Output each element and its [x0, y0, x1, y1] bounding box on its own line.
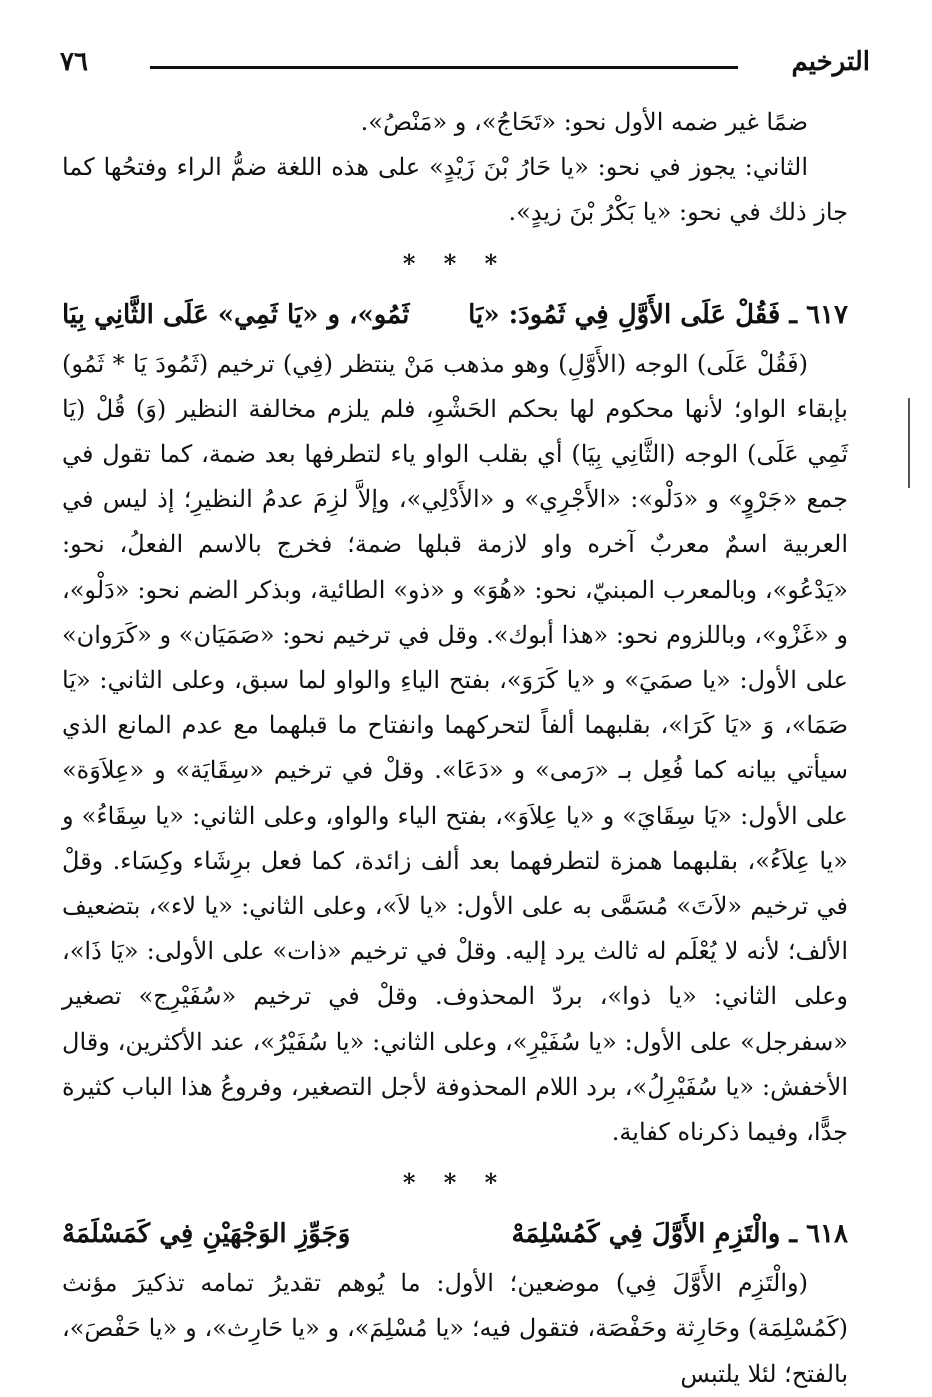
section-separator: * * *	[402, 248, 508, 278]
paragraph-continuation: ضمًا غير ضمه الأول نحو: «تَحَاجُ»، و «مَنْصُ».	[360, 108, 808, 136]
header-rule	[150, 66, 738, 69]
page-body	[62, 100, 848, 1397]
verse-617	[62, 290, 848, 340]
verse-617-first-hemistich: ٦١٧ ـ فَقُلْ عَلَى الأَوَّلِ فِي ثَمُودَ: «يَا	[468, 299, 848, 330]
verse-618	[62, 1209, 848, 1259]
commentary-617: (فَقُلْ عَلَى) الوجه (الأَوَّلِ) وهو مذهب مَنْ ينتظر (فِي) ترخيم (ثَمُودَ يَا * ثَمُو) بإبقاء الواو؛ لأنها محكوم لها بحكم الحَشْوِ، فلم يلزم مخالفة النظير (وَ) قُلْ (يَا ثَمِي عَلَى) الوجه (الثَّانِي بِيَا) أي بقلب الواو ياء لتطرفها بعد ضمة، كما تقول في جمع «جَرْوٍ» و «دَلْو»: «الأَجْرِي» و «الأَدْلِي»، وإلاَّ لزِمَ عدمُ النظيرِ؛ إذ ليس في العربية اسمٌ معربٌ آخره واو لازمة قبلها ضمة؛ فخرج بالاسم الفعلُ، نحو: «يَدْعُو»، وبالمعرب المبنيّ، نحو: «هُوَ» و «ذو» الطائية، وبذكر الضم نحو: «دَلْو»، و «غَزْو»، وباللزوم نحو: «هذا أبوك». وقل في ترخيم نحو: «صَمَيَان» و «كَرَوان» على الأول: «يا صمَيَ» و «يا كَرَوَ»، بفتح الياءِ والواو لما سبق، وعلى الثاني: «يَا صَمَا»، وَ «يَا كَرَا»، بقلبهما ألفاً لتحركهما وانفتاح ما قبلهما مع عدم المانع الذي سيأتي بيانه كما فُعِل بـ «رَمى» و «دَعَا». وقلْ في ترخيم «سِقَايَة» و «عِلاَوَة» على الأول: «يَا سِقَايَ» و «يا عِلاَوَ»، بفتح الياء والواو، وعلى الثاني: «يا سِقَاءُ» و «يا عِلاَءُ»، بقلبهما همزة لتطرفهما بعد ألف زائدة، كما فعل برِشَاء وكِسَاء. وقلْ في ترخيم «لاَتَ» مُسَمَّى به على الأول: «يا لاَ»، وعلى الثاني: «يا لاء»، بتضعيف الألف؛ لأنه لا يُعْلَم له ثالث يرد إليه. وقلْ في ترخيم «ذات» على الأولى: «يَا ذَا»، وعلى الثاني: «يا ذوا»، بردّ المحذوف. وقلْ في ترخيم «سُفَيْرِج» تصغير «سفرجل» على الأول: «يا سُفَيْرِ»، وعلى الثاني: «يا سُفَيْرُ»، عند الأكثرين، وقال الأخفش: «يا سُفَيْرِلُ»، برد اللام المحذوفة لأجل التصغير، وفروعُ هذا الباب كثيرة جدًّا، وفيما ذكرناه كفاية.	[62, 349, 849, 1147]
paragraph-second-case: الثاني: يجوز في نحو: «يا حَارُ بْنَ زَيْدٍ» على هذه اللغة ضمُّ الراء وفتحُها كما جاز ذلك في نحو: «يا بَكْرُ بْنَ زيدٍ».	[62, 153, 848, 227]
verse-618-first-hemistich: ٦١٨ ـ والْتَزِمِ الأَوَّلَ فِي كَمُسْلِمَهْ	[511, 1219, 848, 1250]
margin-mark	[908, 398, 910, 488]
verse-618-second-hemistich: وَجَوِّزِ الوَجْهَيْنِ فِي كَمَسْلَمَهْ	[62, 1219, 351, 1250]
chapter-title: الترخيم	[791, 47, 870, 77]
commentary-618: (والْتَزِم الأَوَّلَ فِي) موضعين؛ الأول: ما يُوهم تقديرُ تمامه تذكيرَ مؤنث (كَمُسْلِمَة) وحَارِثة وحَفْصَة، فتقول فيه؛ «يا مُسْلِمَ»، و «يا حَارِث»، و «يا حَفْصَ»، بالفتح؛ لئلا يلتبس	[62, 1269, 848, 1388]
section-separator: * * *	[402, 1168, 508, 1198]
page-number: ٧٦	[60, 47, 88, 77]
verse-617-second-hemistich: ثَمُو»، و «يَا ثَمِي» عَلَى الثَّانِي بِيَا	[62, 299, 410, 330]
page-header	[60, 42, 870, 86]
